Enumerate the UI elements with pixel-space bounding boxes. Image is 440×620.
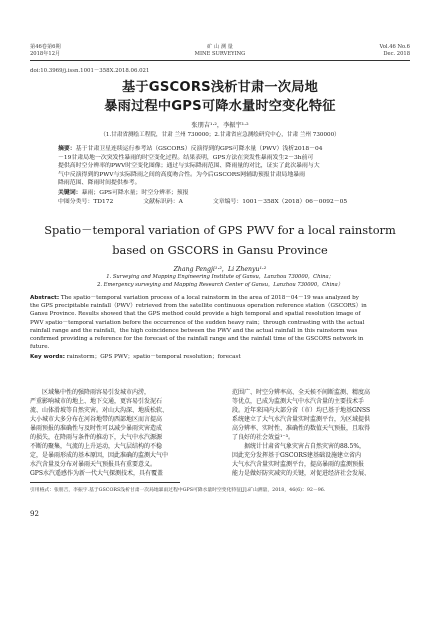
keywords-en-label: Key words: [30,354,65,360]
page-number: 92 [30,510,39,518]
document-code: 文献标识码：A [143,199,183,205]
body-right-line: 能力是做好防灾减灾的关键，对促进经济社会发展、 [232,470,371,478]
header-journal-en: MINE SURVEYING [194,51,246,57]
abstract-cn-line: 气中反演得到的PWV与实际降雨之间的高度吻合性。为今后GSCORS网辅助预报甘肃局地暴雨 [58,171,305,178]
body-left-line: 暴雨预报的准确性与及时性可以减少暴雨灾害造成 [30,425,163,433]
abstract-cn-line: 降雨范围、降雨时间提供参考。 [58,180,141,187]
body-left-line: GPS水汽遥感作为新一代大气探测技术，具有覆盖 [30,470,163,478]
abstract-en-line: The spatio－temporal variation process of a local rainstorm in the area of 2018－04－19 was analyzed by [60,295,359,301]
authors-en: Zhang Pengji¹·²，Li Zhenyu¹·² [173,266,267,273]
header-rule [30,60,410,61]
body-right-line: 因此充分发挥基于GSCORS建基础设施建立省内 [232,452,362,460]
affiliation-cn: （1.甘肃省测绘工程院，甘肃 兰州 730000；2.甘肃省应急测绘研究中心，甘肃 兰州 730000） [100,132,340,138]
title-en-line2: based on GSCORS in Gansu Province [112,243,328,257]
header-volume-en: Vol.46 No.6 [379,44,410,50]
keywords-en [30,353,410,361]
abstract-en-label: Abstract: [30,295,60,301]
body-left-line: 的损失，在降雨与条件的推动下，大气中水汽源源 [30,434,163,442]
article-number: 文章编号：1001－358X（2018）06－0092－05 [212,199,348,205]
title-cn-line1: 基于GSCORS浅析甘肃一次局地 [122,80,318,95]
body-right-line: 段。近年来国内大部分省（市）均已基于地基GNSS [232,407,371,415]
abstract-cn [58,145,388,188]
body-left-line: 不断的聚集，气流的上升运动，大气层结构的不稳 [30,443,163,451]
footnote-rule [30,482,180,483]
body-right-line: 大气水汽含量实时监测平台，提高暴雨的监测预报 [232,461,365,469]
body-column-right [232,388,408,478]
abstract-en-line: confirmed providing a reference for the forecast of the rainfall range and the rainfall time of the GSCORS network in [30,336,364,343]
authors-cn: 张朋吉¹·²，李振宇¹·² [191,122,249,129]
body-right-line: 等优点，已成为监测大气中水汽含量的主要技术手 [232,398,365,406]
abstract-cn-label: 摘要： [58,146,76,152]
abstract-en-line: rainfall range and the rainfall，the high coincidence between the PWV and the actual rainfall in this rainstorm was [30,327,358,334]
title-en-line1: Spatio－temporal variation of GPS PWV for a local rainstorm [44,223,396,237]
body-right-line: 了良好的社会效益¹⁻³。 [232,434,294,442]
abstract-cn-line: 基于甘肃卫星连续运行参考站（GSCORS）反演得到的GPS可降水量（PWV）浅析2018－04 [75,146,323,152]
abstract-en-line: future. [30,344,50,351]
body-column-left [30,388,206,478]
keywords-cn [58,189,388,198]
abstract-en-line: Gansu Province. Results showed that the GPS method could provide a high temporal and spatial resolution image of [30,311,361,318]
header-journal-cn: 矿 山 测 量 [207,44,233,50]
body-right-line: 范围广、时空分辨率高、全天候不间断监测、精度高 [232,389,371,396]
keywords-en-text: rainstorm；GPS PWV；spatio－temporal resolution；forecast [66,354,241,360]
body-right-line: 高分辨率、实时性、准确性的数值天气预报，且取得 [232,425,371,433]
citation-footnote: 引用格式：张朋吉，李振宇.基于GSCORS浅析甘肃一次局地暴雨过程中GPS可降水量时空变化特征[J].矿山测量，2018，46(6)：92－96. [30,488,326,493]
classification-row [58,198,388,207]
title-cn-line2: 暴雨过程中GPS可降水量时空变化特征 [104,99,336,114]
header-date-en: Dec. 2018 [383,51,410,57]
body-right-line: 据统计甘肃省气象灾害占自然灾害的88.5%， [244,443,366,451]
header-volume-cn: 第46卷第6期 [30,44,61,50]
affiliation-en-1: 1. Surveying and Mapping Engineering Institute of Gansu，Lanzhou 730000，China； [106,274,334,280]
body-right-line: 系统建立了大气水汽含量实时监测平台，为区域提供 [232,416,371,424]
abstract-en-line: PWV spatio－temporal variation before the occurrence of the sudden heavy rain；through contrasting with the actual [30,319,365,326]
body-left-line: 区域集中性的强降雨容易引发城市内涝， [42,389,151,396]
abstract-cn-line: 提供高时空分辨率的PWV时空变化图像；通过与实际降雨范围、降雨量的对比，证实了此次暴雨与大 [58,163,320,170]
body-left-line: 大小城市大多分布在河谷地带的西部地区而言提高 [30,416,163,424]
abstract-cn-line: －19甘肃局地一次突发性暴雨的时空变化过程。结果表明，GPS方法在突发性暴雨发生2－3h前可 [58,154,314,161]
keywords-cn-label: 关键词： [58,190,82,196]
clc-number: 中图分类号：TD172 [58,199,114,205]
affiliation-en-2: 2. Emergency surveying and Mapping Research Center of Gansu，Lanzhou 730000，China） [97,282,343,288]
abstract-en-line: the GPS precipitable rainfall（PWV）retrieved from the satellite continuous operation reference station（GSCORS）in [30,303,367,310]
abstract-en [30,294,410,351]
keywords-cn-text: 暴雨；GPS可降水量；时空分辨率；预报 [81,190,189,196]
header-date-cn: 2018年12月 [30,51,61,57]
body-left-line: 定，是暴雨形成的基本原因，因此准确的监测大气中 [30,452,169,460]
body-left-line: 流、山体滑坡等自然灾害。对山大沟深、地质松软、 [30,407,169,415]
body-left-line: 水汽含量及分布对暴雨天气预报具有重要意义。 [30,461,157,469]
doi: doi:10.3969/j.issn.1001－358X.2018.06.021 [30,68,150,74]
body-left-line: 严重影响城市的地上、地下交通，更容易引发泥石 [30,398,163,406]
